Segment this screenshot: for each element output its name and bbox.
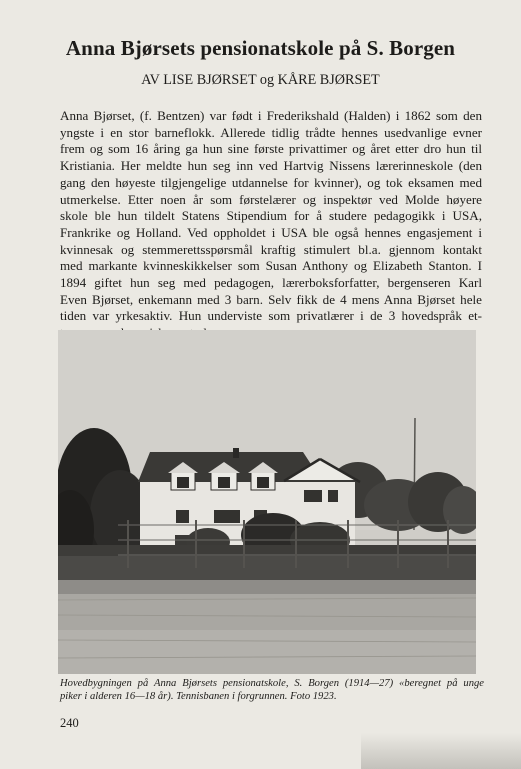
body-line: yngste i en stor barneflokk. Allerede tidlig trådte hennes usedvanlige evner [60, 124, 482, 140]
article-body [60, 108, 482, 342]
body-line: gang den høyeste tilgjengelige utdannelse for kvinner), og tok eksamen med [60, 174, 482, 190]
body-line: 1894 giftet hun seg med pedagogen, lærerboksforfatter, bergenseren Karl [60, 275, 482, 291]
caption-line: piker i alderen 16—18 år). Tennisbanen i forgrunnen. Foto 1923. [60, 691, 337, 702]
house-photo [58, 330, 476, 674]
body-line: Kristiania. Her meldte hun seg inn ved Hartvig Nissens lærerinneskole (den [60, 158, 482, 174]
article-byline: AV LISE BJØRSET og KÅRE BJØRSET [141, 72, 380, 88]
photo-caption [60, 677, 484, 703]
body-line: tiden var yrkesaktiv. Hun underviste som privatlærer i de 3 hovedspråk et- [60, 308, 482, 324]
body-line: kvinnesak og stemmerettsspørsmål kraftig stimulert bl.a. gjennom kontakt [60, 241, 482, 257]
body-line: frem og som 16 åring ga hun sine første privattimer og året etter dro hun til [60, 141, 482, 157]
article-title: Anna Bjørsets pensionatskole på S. Borgen [65, 36, 456, 60]
body-line: skole ble hun tildelt Statens Stipendium for å studere pedagogikk i USA, [60, 208, 482, 224]
body-line: utmerkelse. Etter noen år som førstelærer og inspektør ved Molde høyere [60, 191, 482, 207]
body-line: med markante kvinneskikkelser som Susan Anthony og Elizabeth Stanton. I [60, 258, 482, 274]
house-photo-image [58, 330, 476, 674]
page-corner-shadow [361, 733, 521, 769]
body-line: Even Bjørset, enkemann med 3 barn. Selv fikk de 4 mens Anna Bjørset hele [60, 291, 482, 307]
page-number: 240 [60, 716, 79, 730]
body-line: Anna Bjørset, (f. Bentzen) var født i Frederikshald (Halden) i 1862 som den [60, 108, 482, 123]
body-line: Frankrike og Holland. Ved oppholdet i USA ble også hennes engasjement i [60, 224, 482, 240]
caption-line: Hovedbygningen på Anna Bjørsets pensionatskole, S. Borgen (1914—27) «beregnet på unge [60, 678, 484, 689]
